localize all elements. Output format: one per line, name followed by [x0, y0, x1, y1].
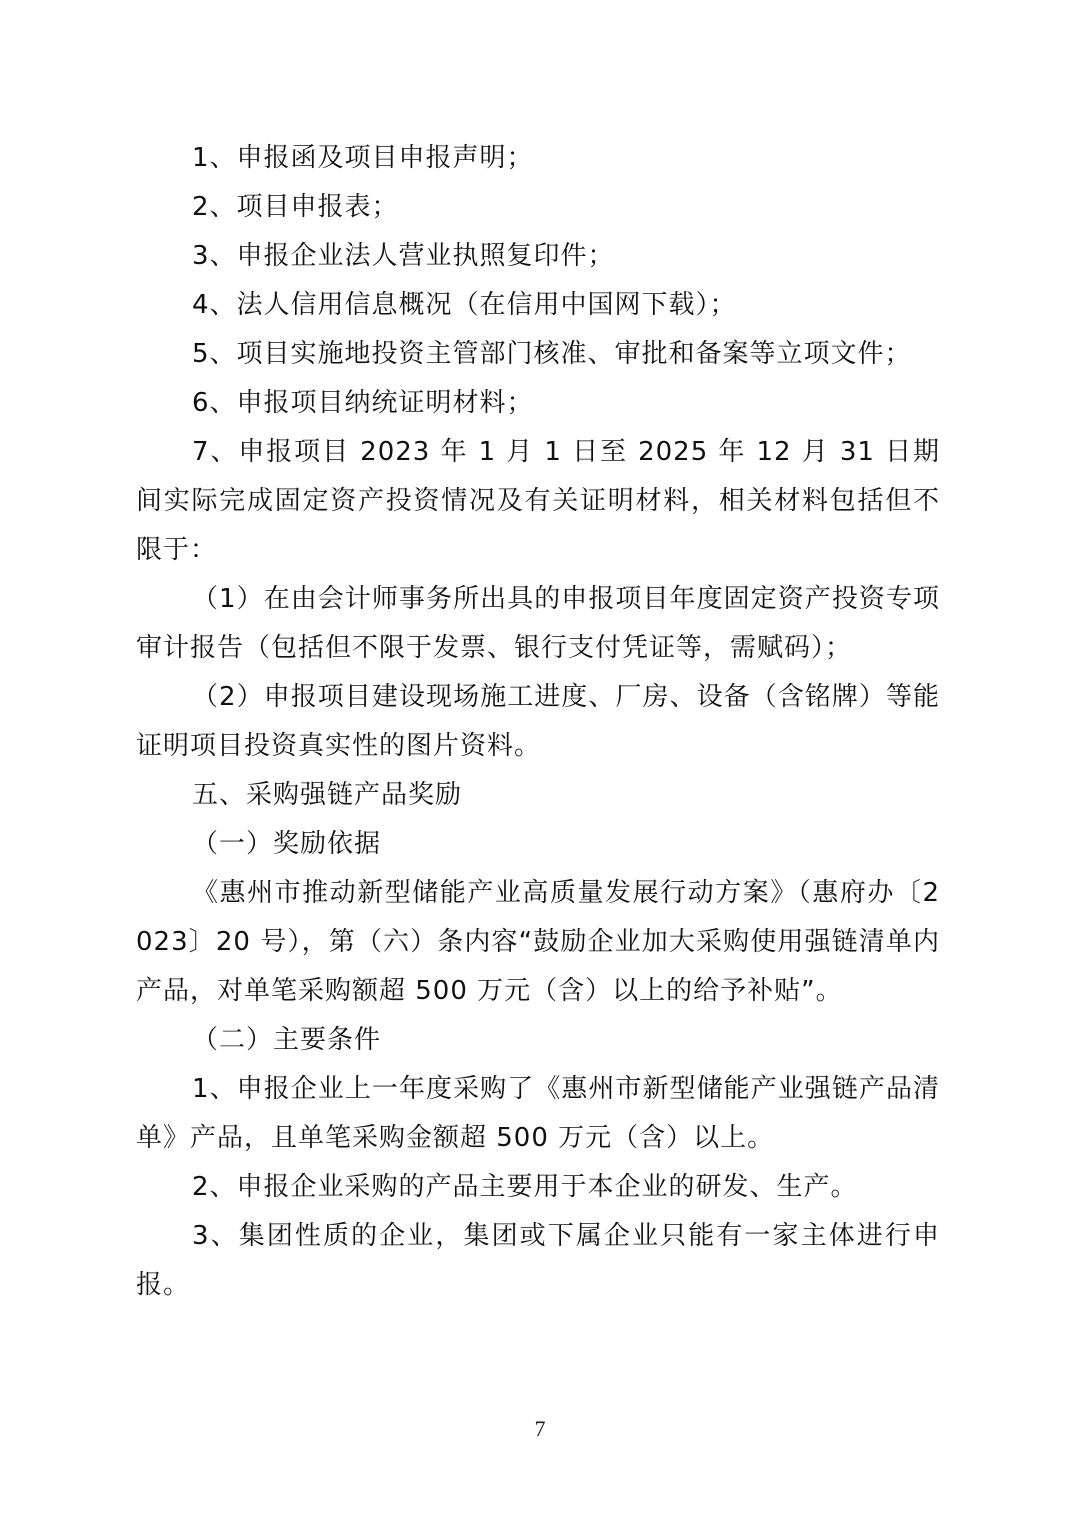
- subsection-heading-basis: （一）奖励依据: [192, 829, 382, 859]
- list-item-6: 6、申报项目纳统证明材料；: [192, 388, 534, 418]
- sub-item-2: （2）申报项目建设现场施工进度、厂房、设备（含铭牌）等能证明项目投资真实性的图片资料。: [136, 682, 940, 761]
- subsection-heading-conditions: （二）主要条件: [192, 1025, 382, 1055]
- condition-item-1: 1、申报企业上一年度采购了《惠州市新型储能产业强链产品清单》产品，且单笔采购金额超 500 万元（含）以上。: [136, 1074, 940, 1153]
- sub-item-1: （1）在由会计师事务所出具的申报项目年度固定资产投资专项审计报告（包括但不限于发票、银行支付凭证等，需赋码）；: [136, 584, 940, 663]
- page-number: 7: [534, 1416, 546, 1441]
- list-item-3: 3、申报企业法人营业执照复印件；: [192, 241, 615, 271]
- list-item-2: 2、项目申报表；: [192, 192, 399, 222]
- section-heading: 五、采购强链产品奖励: [192, 780, 463, 810]
- condition-item-3: 3、集团性质的企业，集团或下属企业只能有一家主体进行申报。: [136, 1221, 940, 1300]
- list-item-7: 7、申报项目 2023 年 1 月 1 日至 2025 年 12 月 31 日期间实际完成固定资产投资情况及有关证明材料，相关材料包括但不限于：: [136, 437, 940, 565]
- condition-item-2: 2、申报企业采购的产品主要用于本企业的研发、生产。: [192, 1172, 858, 1202]
- list-item-1: 1、申报函及项目申报声明；: [192, 143, 534, 173]
- basis-paragraph: 《惠州市推动新型储能产业高质量发展行动方案》（惠府办〔2023〕20 号），第（六）条内容“鼓励企业加大采购使用强链清单内产品，对单笔采购额超 500 万元（含）以上的给予补贴”。: [136, 878, 940, 1006]
- list-item-4: 4、法人信用信息概况（在信用中国网下载）；: [192, 290, 737, 320]
- document-body: [136, 134, 940, 1310]
- list-item-5: 5、项目实施地投资主管部门核准、审批和备案等立项文件；: [192, 339, 912, 369]
